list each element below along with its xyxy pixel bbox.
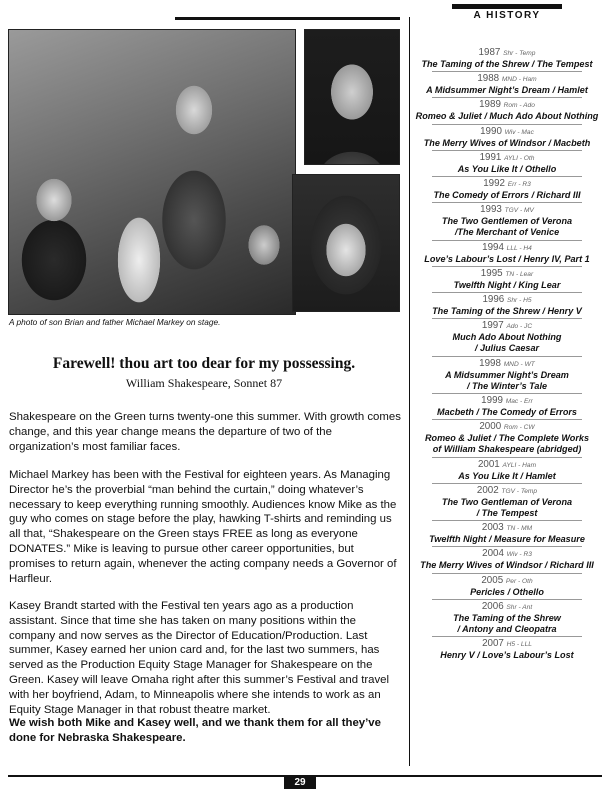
paragraph: Michael Markey has been with the Festival for eighteen years. As Managing Director he’s the proverbial “man behind the curtain,” doing whatever’s necessary to keep everything running smoothly. Audiences know Mike as the guy who comes on stage before the play, hawking T-shirts and reminding us all that, “Shakespeare on the Green stays FREE as long as everyone DONATES.” Mike is leaving to pursue other career opportunities, but promises to return again, whenever the acting company needs a Governor of Harfleur. [9,469,397,585]
history-abbr: Mac - Err [505,398,533,406]
paragraph: Kasey Brandt started with the Festival ten years ago as a production assistant. Since that time she has taken on many positions within the company and now serves as the Director of Education/Production. Last summer, Kasey earned her union card and, for the last two summers, has served as the Production Equity Stage Manager for Shakespeare on the Green. Kasey will leave Omaha right after this summer’s Festival and travel with her boyfriend, Adam, to Minneapolis where she intends to work as an Equity Stage Manager in that robust theatre market. [9,600,390,716]
history-year: 1993 [480,204,502,216]
history-entry [412,152,602,177]
history-entry [412,601,602,637]
history-year-line [412,459,602,471]
history-plays: Macbeth / The Comedy of Errors [437,407,577,418]
history-entry [412,47,602,72]
history-year-line [412,548,602,560]
history-separator [432,176,582,177]
history-abbr: Shr - Temp [503,50,536,57]
history-year: 1995 [480,267,503,279]
history-plays: As You Like It / Hamlet [458,470,556,481]
history-separator [432,97,582,98]
history-entry [412,99,602,124]
history-year-line [412,204,602,216]
history-year-line [412,601,602,613]
history-separator [432,573,582,574]
history-separator [432,318,582,319]
history-entry [412,320,602,356]
history-entry [412,575,602,600]
history-entry [412,204,602,240]
history-year: 1992 [483,178,505,190]
history-plays: The Merry Wives of Windsor / Macbeth [423,137,591,148]
history-plays: Romeo & Juliet / The Complete Works [424,433,590,444]
history-year: 2005 [481,574,504,586]
history-year-line [412,294,602,306]
history-abbr: Shr - Ant [506,603,533,611]
history-separator [432,520,582,521]
history-abbr: TGV - MV [504,207,534,215]
history-abbr: LLL - H4 [506,244,532,252]
history-year-line [412,421,602,433]
top-rule [175,17,400,20]
history-entry [412,73,602,98]
history-separator [432,419,582,420]
history-entry [412,548,602,573]
history-year: 1997 [481,320,504,332]
history-plays: A Midsummer Night’s Dream / Hamlet [426,85,588,96]
history-abbr: Shr - H5 [506,297,532,305]
history-plays: Much Ado About Nothing [452,332,562,343]
history-abbr: Rom - Ado [503,102,535,110]
history-year: 1988 [477,73,500,85]
history-plays: The Taming of the Shrew / The Tempest [421,59,593,69]
history-year: 2007 [482,638,504,650]
history-year: 2003 [481,522,504,534]
history-entry [412,294,602,319]
history-separator [432,636,582,637]
photo-caption: A photo of son Brian and father Michael Markey on stage. [9,317,221,327]
history-plays: Romeo & Juliet / Much Ado About Nothing [415,111,599,122]
history-year-line [412,99,602,111]
history-year: 2000 [479,421,502,433]
history-entry [412,522,602,547]
history-plays: The Merry Wives of Windsor / Richard III [420,560,594,571]
history-year-line [412,47,602,59]
history-year: 2004 [482,548,504,560]
history-year-line [412,152,602,164]
history-separator [432,240,582,241]
history-entry [412,638,602,661]
history-separator [432,483,582,484]
history-separator [432,202,582,203]
history-separator [432,266,582,267]
history-separator [432,292,582,293]
history-year: 2001 [477,458,500,470]
history-year-line [412,178,602,190]
history-separator [432,393,582,394]
history-abbr: Err - R3 [507,181,531,189]
history-year: 2002 [476,484,499,496]
history-year-line [412,575,602,587]
history-year-line [412,522,602,534]
article-heading: Farewell! thou art too dear for my possessing. [52,355,356,372]
history-separator [432,71,582,72]
history-year: 1991 [479,151,502,163]
history-entry [412,178,602,203]
history-year-line [412,638,602,650]
history-year-line [412,242,602,254]
history-plays: Twelfth Night / Measure for Measure [429,534,585,545]
history-abbr: H5 - LLL [506,641,532,649]
history-abbr: MND - Ham [501,76,537,84]
history-abbr: AYLI - Ham [502,461,537,469]
page-number: 29 [284,776,316,789]
history-plays: Henry V / Love’s Labour’s Lost [440,650,574,661]
history-abbr: Per - Oth [505,577,533,585]
stage-photo [8,29,296,315]
history-entry [412,358,602,394]
closing-paragraph: We wish both Mike and Kasey well, and we thank them for all they’ve done for Nebraska Shakespeare. [9,717,381,744]
article-subheading: William Shakespeare, Sonnet 87 [125,376,283,390]
history-separator [432,356,582,357]
history-plays: Love’s Labour’s Lost / Henry IV, Part 1 [424,253,590,264]
history-plays: / The Tempest [476,508,538,519]
history-year: 1987 [478,47,501,58]
history-year: 2006 [481,600,504,612]
portrait-michael-markey [304,29,400,165]
history-year-line [412,73,602,85]
history-year-line [412,126,602,138]
history-separator [432,124,582,125]
history-plays: A Midsummer Night’s Dream [445,369,569,380]
history-entry [412,421,602,457]
history-abbr: Rom - CW [503,424,535,432]
history-separator [432,457,582,458]
history-plays: The Two Gentleman of Verona [441,496,573,507]
history-year: 1996 [482,294,505,306]
history-list [412,46,602,661]
history-plays: As You Like It / Othello [457,163,557,174]
history-entry [412,395,602,420]
history-entry [412,242,602,267]
history-plays: / Julius Caesar [474,343,540,354]
history-abbr: MND - WT [503,360,535,368]
history-plays: The Two Gentlemen of Verona [441,216,573,227]
portrait-kasey-brandt [292,174,400,312]
history-title: A HISTORY [412,10,602,24]
history-separator [432,546,582,547]
history-year-line [412,358,602,370]
history-abbr: TN - MM [506,525,533,533]
history-year-line [412,268,602,280]
paragraph: Shakespeare on the Green turns twenty-one this summer. With growth comes change, and this year change means the departure of two of the organization’s most familiar faces. [9,411,401,453]
history-year: 1994 [482,241,504,253]
column-divider [409,17,410,766]
history-entry [412,126,602,151]
history-year-line [412,395,602,407]
history-abbr: Wiv - Mac [504,128,534,136]
history-abbr: TN - Lear [505,270,534,278]
history-plays: Twelfth Night / King Lear [453,279,561,290]
history-entry [412,268,602,293]
history-year-line [412,485,602,497]
history-year-line [412,320,602,332]
history-plays: Pericles / Othello [470,586,544,597]
history-plays: The Taming of the Shrew [453,612,561,623]
history-entry [412,485,602,521]
history-year: 1998 [479,357,501,369]
history-plays: The Taming of the Shrew / Henry V [432,306,582,317]
history-abbr: TGV - Temp [501,487,538,495]
history-year: 1989 [479,99,501,111]
history-abbr: Wiv - R3 [506,551,532,559]
history-plays: of William Shakespeare (abridged) [432,444,582,455]
history-entry [412,459,602,484]
history-abbr: Ado - JC [506,323,533,331]
history-plays: /The Merchant of Venice [454,227,560,238]
history-plays: / Antony and Cleopatra [457,624,557,635]
history-year: 1999 [481,395,503,407]
history-separator [432,599,582,600]
history-year: 1990 [480,125,502,137]
history-plays: / The Winter’s Tale [466,380,548,391]
history-plays: The Comedy of Errors / Richard III [433,190,581,201]
history-separator [432,150,582,151]
history-abbr: AYLI - Oth [504,154,535,162]
